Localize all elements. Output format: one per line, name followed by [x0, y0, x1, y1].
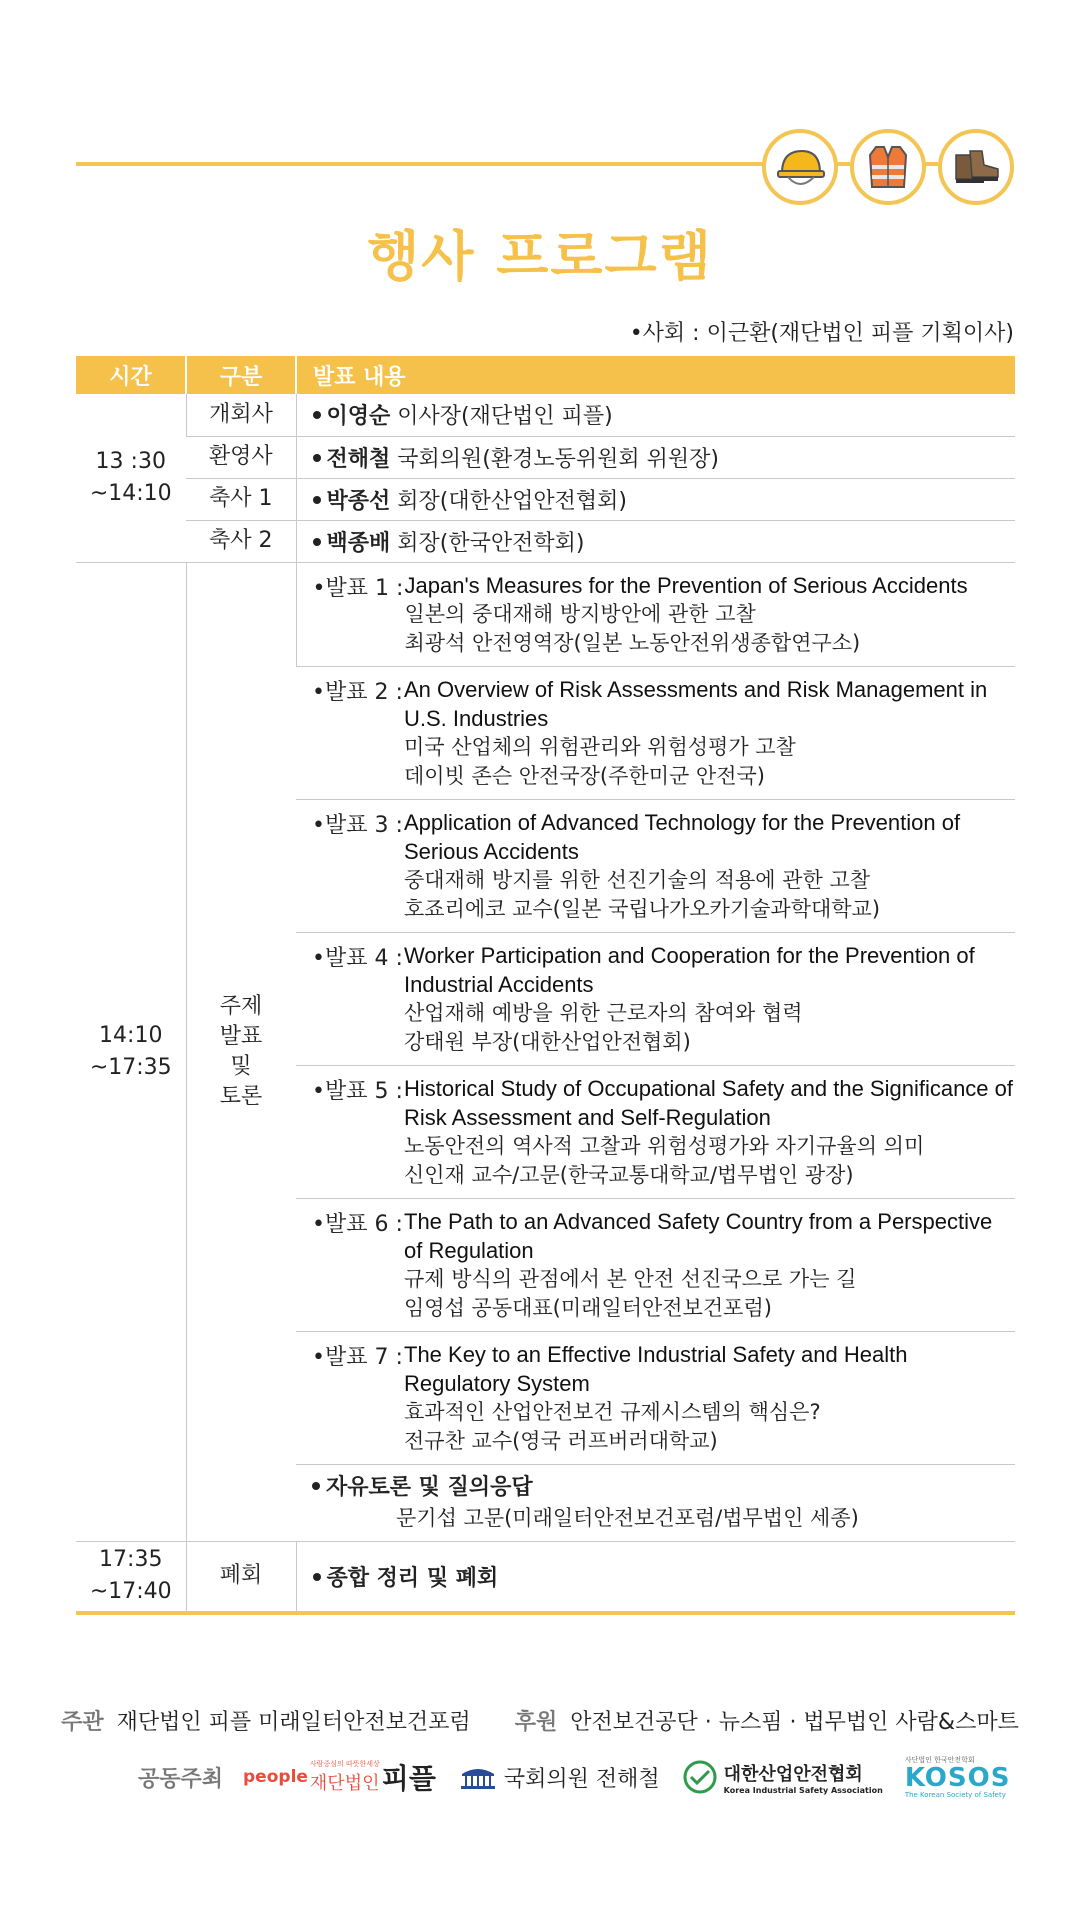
presentation-1	[296, 562, 1015, 666]
time-text: 14:10 ~17:35	[89, 1022, 172, 1080]
presentation-title-en: The Path to an Advanced Safety Country from a Perspective of Regulation	[404, 1208, 993, 1263]
presentation-title-en: The Key to an Effective Industrial Safety and Health Regulatory System	[404, 1341, 908, 1396]
speaker-name: 이영순	[326, 404, 391, 430]
program-table	[76, 356, 1015, 1615]
content-cell	[296, 394, 1015, 436]
people-logo-text: 재단법인	[309, 1773, 380, 1794]
presentation-6	[296, 1198, 1015, 1331]
presentation-title-en: An Overview of Risk Assessments and Risk Management in U.S. Industries	[404, 676, 988, 731]
people-logo-small: 사람중심의 따뜻한세상	[309, 1760, 380, 1768]
header-content: 발표 내용	[296, 356, 1015, 394]
kosos-sub: The Korean Society of Safety	[904, 1791, 1006, 1799]
hard-hat-icon	[762, 129, 838, 205]
presentation-3	[296, 799, 1015, 932]
presentation-speaker: 신인재 교수/고문(한국교통대학교/법무법인 광장)	[404, 1162, 854, 1187]
header-category: 구분	[186, 356, 296, 394]
presentation-title-kr: 일본의 중대재해 방지방안에 관한 고찰	[404, 601, 756, 626]
presentation-title-kr: 노동안전의 역사적 고찰과 위험성평가와 자기규율의 의미	[404, 1133, 925, 1158]
content-cell	[296, 478, 1015, 520]
table-row	[76, 478, 1015, 520]
time-text: 17:35 ~17:40	[89, 1547, 172, 1605]
presentation-title-en: Japan's Measures for the Prevention of Serious Accidents	[404, 572, 968, 598]
bullet	[313, 496, 321, 504]
bullet	[313, 1573, 321, 1581]
bullet	[313, 454, 321, 462]
speaker-title: 이사장(재단법인 피플)	[390, 404, 613, 430]
table-header	[76, 356, 1015, 394]
table-row	[76, 394, 1015, 436]
time-text: 13 :30 ~14:10	[89, 448, 172, 506]
presentation-title-kr: 중대재해 방지를 위한 선진기술의 적용에 관한 고찰	[404, 867, 871, 892]
assembly-icon	[458, 1764, 498, 1790]
content-cell	[296, 520, 1015, 562]
safety-boots-icon	[938, 129, 1014, 205]
speaker-title: 회장(한국안전학회)	[390, 530, 585, 556]
speaker-title: 국회의원(환경노동위원회 위원장)	[390, 446, 719, 472]
presentation-label: •발표 3 :	[312, 812, 403, 838]
session-time	[76, 562, 186, 1541]
assembly-logo	[458, 1762, 660, 1793]
kisa-icon	[682, 1759, 718, 1795]
presentation-label: •발표 1 :	[312, 575, 404, 601]
kisa-text: 대한산업안전협회	[723, 1763, 863, 1785]
table-row	[76, 520, 1015, 562]
table-row	[76, 1541, 1015, 1613]
presentation-label: •발표 2 :	[312, 679, 403, 705]
bullet	[313, 538, 321, 546]
kosos-logo	[905, 1755, 1011, 1799]
header-rule	[76, 162, 766, 166]
category-cell: 축사 2	[186, 520, 296, 562]
discussion-cell	[296, 1464, 1015, 1541]
closing-content	[296, 1541, 1015, 1613]
content-cell	[296, 436, 1015, 478]
bullet	[312, 1482, 320, 1490]
kosos-small: 사단법인 한국안전학회	[904, 1756, 975, 1764]
category-text: 주제 발표 및 토론	[219, 993, 263, 1109]
organizer-line	[0, 1705, 1080, 1736]
presentation-label: •발표 4 :	[312, 945, 403, 971]
assembly-text: 국회의원 전해철	[503, 1766, 660, 1792]
presentation-label: •발표 6 :	[312, 1211, 403, 1237]
safety-vest-icon	[850, 129, 926, 205]
presentation-speaker: 데이빗 존슨 안전국장(주한미군 안전국)	[404, 763, 765, 788]
closing-title: 종합 정리 및 폐회	[326, 1565, 499, 1591]
presentation-2	[296, 666, 1015, 799]
presentation-speaker: 강태원 부장(대한산업안전협회)	[404, 1029, 691, 1054]
icon-connector	[924, 162, 938, 166]
discussion-title: 자유토론 및 질의응답	[326, 1474, 533, 1500]
people-logo-prefix: people	[243, 1767, 308, 1787]
kosos-text: KOSOS	[904, 1763, 1011, 1793]
kisa-logo	[682, 1759, 883, 1795]
icon-connector	[836, 162, 850, 166]
presentation-title-en: Application of Advanced Technology for the Prevention of Serious Accidents	[404, 809, 961, 864]
people-logo	[243, 1757, 436, 1797]
presentation-title-kr: 미국 산업체의 위험관리와 위험성평가 고찰	[404, 734, 796, 759]
speaker-name: 전해철	[326, 446, 391, 472]
host-label: 주관	[61, 1710, 104, 1735]
bullet	[313, 411, 321, 419]
header-time: 시간	[76, 356, 186, 394]
speaker-name: 박종선	[326, 488, 391, 514]
category-cell: 개회사	[186, 394, 296, 436]
table-row	[76, 436, 1015, 478]
page-title: 행사 프로그램	[367, 225, 713, 288]
speaker-name: 백종배	[326, 530, 391, 556]
presentation-speaker: 임영섭 공동대표(미래일터안전보건포럼)	[404, 1295, 772, 1320]
presentation-label: •발표 5 :	[312, 1078, 403, 1104]
kisa-sub: Korea Industrial Safety Association	[723, 1785, 883, 1795]
closing-category: 폐회	[186, 1541, 296, 1613]
people-logo-bold: 피플	[381, 1762, 436, 1795]
sponsor-names: 안전보건공단 · 뉴스핌 · 법무법인 사람&스마트	[570, 1710, 1019, 1735]
closing-time	[76, 1541, 186, 1613]
table-row	[76, 562, 1015, 666]
presentation-7	[296, 1331, 1015, 1464]
presentation-title-en: Historical Study of Occupational Safety and the Significance of Risk Assessment and Self-Regulation	[404, 1075, 1014, 1130]
session-category	[186, 562, 296, 1541]
discussion-speaker: 문기섭 고문(미래일터안전보건포럼/법무법인 세종)	[396, 1505, 859, 1530]
cohost-logos	[138, 1752, 1032, 1802]
host-name: 재단법인 피플 미래일터안전보건포럼	[116, 1710, 471, 1735]
presentation-5	[296, 1065, 1015, 1198]
cohost-label: 공동주최	[138, 1766, 224, 1792]
presentation-label: •발표 7 :	[312, 1344, 403, 1370]
presentation-title-kr: 규제 방식의 관점에서 본 안전 선진국으로 가는 길	[404, 1266, 857, 1291]
speaker-title: 회장(대한산업안전협회)	[390, 488, 627, 514]
presentation-title-en: Worker Participation and Cooperation for the Prevention of Industrial Accidents	[404, 942, 975, 997]
presentation-title-kr: 산업재해 예방을 위한 근로자의 참여와 협력	[404, 1000, 803, 1025]
opening-time	[76, 394, 186, 562]
presentation-speaker: 최광석 안전영역장(일본 노동안전위생종합연구소)	[404, 630, 861, 655]
presentation-4	[296, 932, 1015, 1065]
presentation-title-kr: 효과적인 산업안전보건 규제시스템의 핵심은?	[404, 1399, 821, 1424]
category-cell: 축사 1	[186, 478, 296, 520]
moderator-note: •사회 : 이근환(재단법인 피플 기획이사)	[629, 321, 1014, 346]
sponsor-label: 후원	[514, 1710, 558, 1735]
presentation-speaker: 호죠리에코 교수(일본 국립나가오카기술과학대학교)	[404, 896, 881, 921]
presentation-speaker: 전규찬 교수(영국 러프버러대학교)	[404, 1428, 718, 1453]
category-cell: 환영사	[186, 436, 296, 478]
